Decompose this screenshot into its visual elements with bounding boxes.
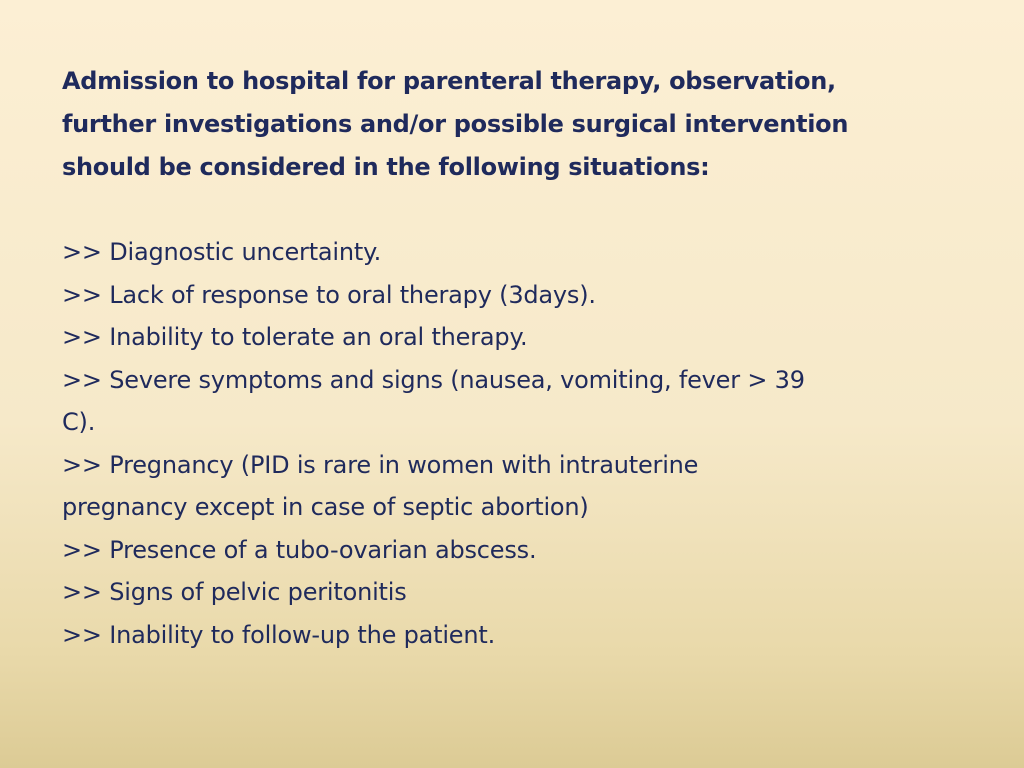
list-item-diagnostic-uncertainty: >> Diagnostic uncertainty.	[62, 238, 382, 266]
list-item-lack-of-response: >> Lack of response to oral therapy (3days).	[62, 280, 596, 309]
list-item-pelvic-peritonitis: >> Signs of pelvic peritonitis	[62, 578, 407, 606]
list-item-follow-up: >> Inability to follow-up the patient.	[62, 620, 496, 649]
list-item-pregnancy: >> Pregnancy (PID is rare in women with intrauterine pregnancy except in case of septic abortion)	[62, 450, 699, 521]
slide-heading: Admission to hospital for parenteral therapy, observation, further investigations and/or possible surgical intervention should be considered in the following situations:	[62, 67, 849, 181]
list-item-severe-symptoms: >> Severe symptoms and signs (nausea, vomiting, fever > 39 C).	[62, 365, 805, 436]
spacer	[62, 189, 964, 231]
list-item-inability-to-tolerate: >> Inability to tolerate an oral therapy.	[62, 323, 528, 351]
list-item-tubo-ovarian-abscess: >> Presence of a tubo-ovarian abscess.	[62, 535, 537, 564]
